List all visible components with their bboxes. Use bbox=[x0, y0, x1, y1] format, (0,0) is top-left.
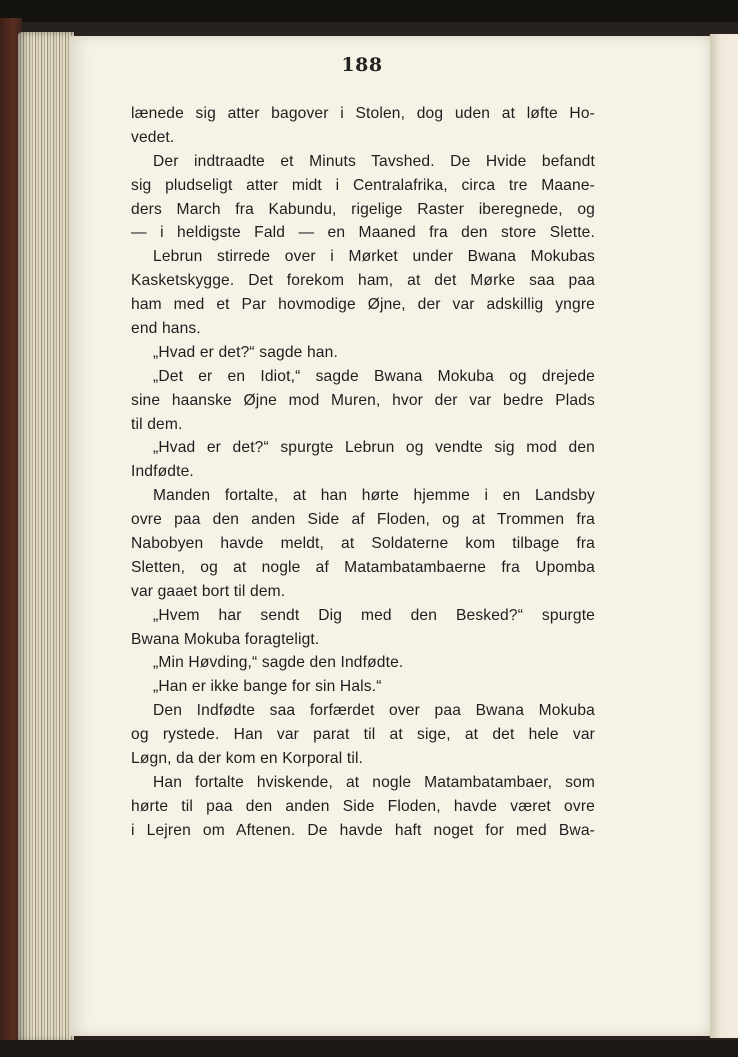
text-line: „Hvad er det?“ spurgte Lebrun og vendte sig mod den bbox=[153, 439, 595, 457]
text-line: Han fortalte hviskende, at nogle Matambatambaer, som bbox=[153, 773, 595, 791]
text-line: Sletten, og at nogle af Matambatambaerne fra Upomba bbox=[131, 558, 595, 576]
text-line: hørte til paa den anden Side Floden, havde været ovre bbox=[131, 797, 595, 815]
text-line: Lebrun stirrede over i Mørket under Bwana Mokubas bbox=[153, 248, 595, 266]
text-line: vedet. bbox=[131, 128, 175, 146]
body-text bbox=[131, 102, 595, 843]
text-line: Bwana Mokuba foragteligt. bbox=[131, 630, 320, 648]
text-line: ders March fra Kabundu, rigelige Raster iberegnede, og bbox=[131, 200, 595, 218]
text-line: var gaaet bort til dem. bbox=[131, 582, 286, 600]
text-line: i Lejren om Aftenen. De havde haft noget for med Bwa- bbox=[131, 821, 595, 839]
text-line: „Min Høvding,“ sagde den Indfødte. bbox=[153, 654, 404, 672]
scan-background-top bbox=[0, 0, 738, 22]
text-line: „Han er ikke bange for sin Hals.“ bbox=[153, 678, 382, 696]
text-line: Indfødte. bbox=[131, 463, 194, 481]
text-line: sine haanske Øjne mod Muren, hvor der var bedre Plads bbox=[131, 391, 595, 409]
text-line: Manden fortalte, at han hørte hjemme i en Landsby bbox=[153, 487, 595, 505]
text-line: lænede sig atter bagover i Stolen, dog uden at løfte Ho- bbox=[131, 105, 595, 122]
text-line: Der indtraadte et Minuts Tavshed. De Hvide befandt bbox=[153, 152, 595, 170]
facing-page-edge bbox=[710, 34, 738, 1038]
page-stack-edges bbox=[18, 32, 74, 1042]
text-line: ovre paa den anden Side af Floden, og at Trommen fra bbox=[131, 511, 595, 529]
text-line: og rystede. Han var parat til at sige, at det hele var bbox=[131, 726, 595, 744]
text-line: Kasketskygge. Det forekom ham, at det Mørke saa paa bbox=[131, 272, 595, 290]
text-line: — i heldigste Fald — en Maaned fra den store Slette. bbox=[131, 224, 595, 242]
text-line: til dem. bbox=[131, 415, 183, 433]
text-line: sig pludseligt atter midt i Centralafrika, circa tre Maane- bbox=[131, 176, 595, 194]
page-number: 188 bbox=[341, 54, 383, 76]
text-line: „Det er en Idiot,“ sagde Bwana Mokuba og drejede bbox=[153, 367, 595, 385]
scan-background-bottom bbox=[0, 1040, 738, 1057]
text-line: „Hvad er det?“ sagde han. bbox=[153, 343, 338, 361]
text-line: Nabobyen havde meldt, at Soldaterne kom tilbage fra bbox=[131, 535, 595, 553]
text-line: „Hvem har sendt Dig med den Besked?“ spurgte bbox=[153, 606, 595, 624]
text-line: end hans. bbox=[131, 320, 201, 338]
text-line: ham med et Par hovmodige Øjne, der var adskillig yngre bbox=[131, 296, 595, 314]
text-line: Den Indfødte saa forfærdet over paa Bwana Mokuba bbox=[153, 702, 595, 720]
text-line: Løgn, da der kom en Korporal til. bbox=[131, 750, 364, 768]
